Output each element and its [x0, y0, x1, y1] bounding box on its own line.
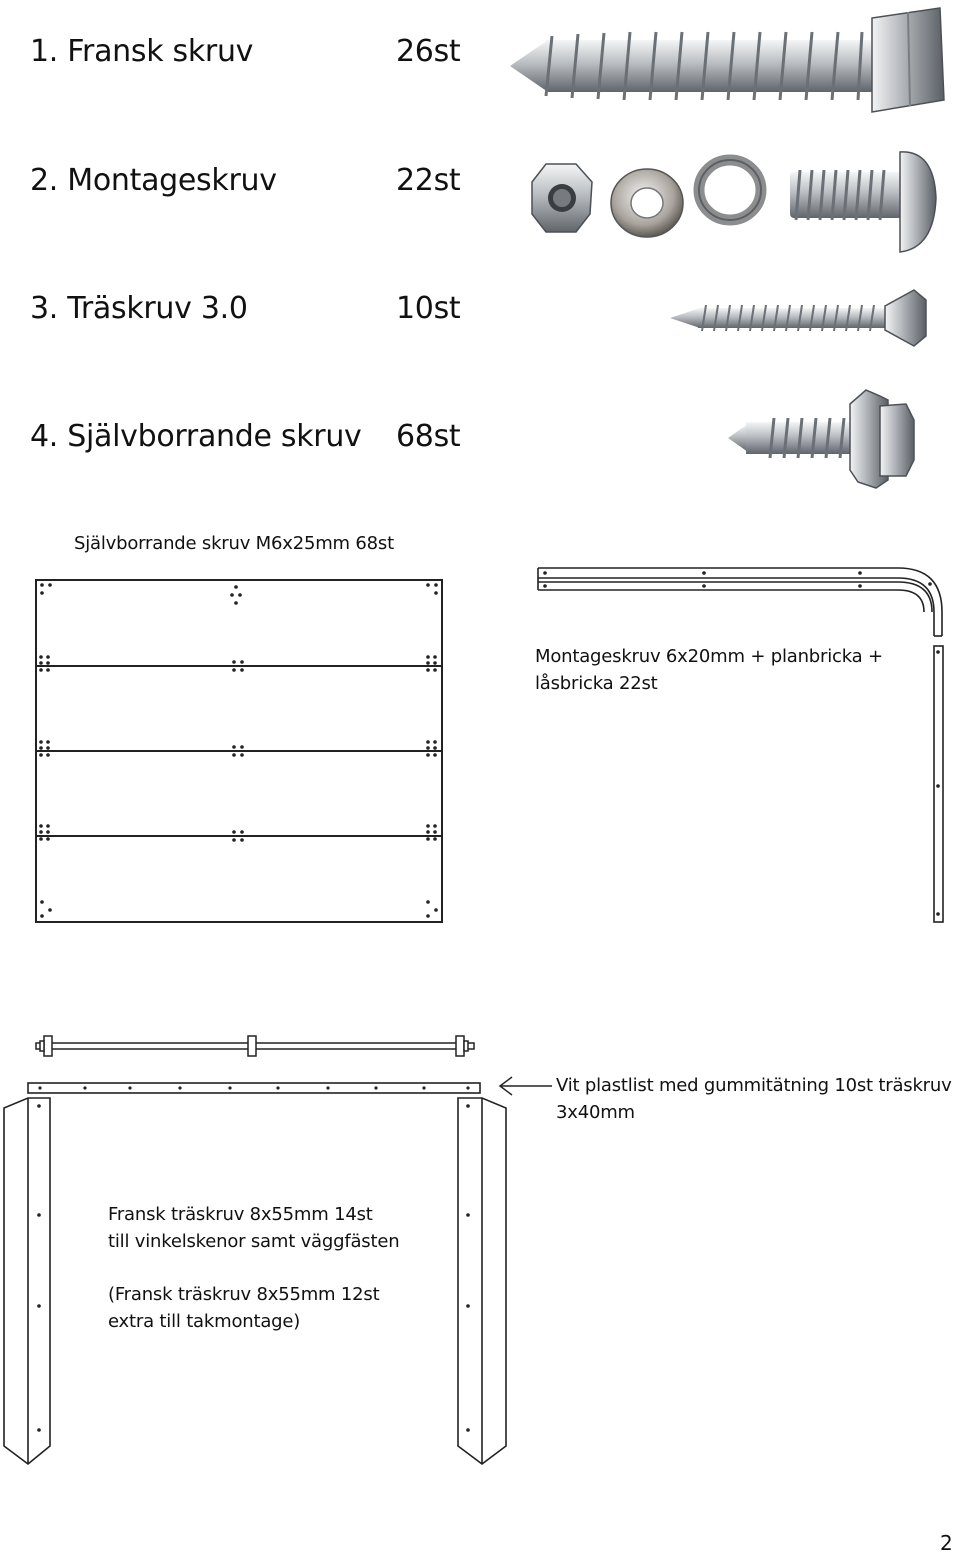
page-number: 2 [940, 1531, 953, 1555]
hardware-illustrations [0, 0, 960, 500]
panel-label: Självborrande skruv M6x25mm 68st [74, 533, 394, 554]
strip-label-line-1: Vit plastlist med gummitätning 10st träskruv [556, 1075, 952, 1096]
ceiling-mount-label-line-2: extra till takmontage) [108, 1311, 301, 1332]
left-angle-bracket-drawing [4, 1098, 50, 1464]
rail-screw-holes [543, 571, 940, 916]
angle-bracket-label [108, 1201, 399, 1255]
self-drilling-screw-icon [728, 390, 914, 488]
part-2-name: 2. Montageskruv [30, 163, 277, 198]
door-panel-drawing [36, 580, 442, 922]
right-angle-bracket-drawing [458, 1098, 506, 1464]
angle-bracket-label-line-1: Fransk träskruv 8x55mm 14st [108, 1204, 373, 1225]
part-1-qty: 26st [396, 34, 461, 69]
part-1-name: 1. Fransk skruv [30, 34, 254, 69]
part-4-qty: 68st [396, 419, 461, 454]
part-4-name: 4. Självborrande skruv [30, 419, 362, 454]
bolt-nut-washer-set-icon [532, 152, 936, 252]
bracket-screw-holes [37, 1104, 470, 1432]
rail-label-line-1: Montageskruv 6x20mm + planbricka + [535, 646, 883, 667]
part-3-name: 3. Träskruv 3.0 [30, 291, 248, 326]
curved-rail-drawing [538, 568, 943, 922]
ceiling-mount-label-line-1: (Fransk träskruv 8x55mm 12st [108, 1284, 380, 1305]
ceiling-mount-label [108, 1281, 379, 1335]
strip-label-line-2: 3x40mm [556, 1102, 635, 1123]
part-3-qty: 10st [396, 291, 461, 326]
wood-screw-icon [670, 290, 926, 346]
part-2-qty: 22st [396, 163, 461, 198]
rail-label [535, 643, 883, 697]
strip-label [556, 1072, 952, 1126]
top-rod-drawing [36, 1036, 474, 1056]
plastic-strip-drawing [28, 1083, 480, 1093]
panel-screw-holes [39, 583, 438, 918]
rail-label-line-2: låsbricka 22st [535, 673, 658, 694]
angle-bracket-label-line-2: till vinkelskenor samt väggfästen [108, 1231, 400, 1252]
hex-lag-screw-icon [510, 8, 944, 112]
arrow-left-icon [500, 1077, 552, 1095]
